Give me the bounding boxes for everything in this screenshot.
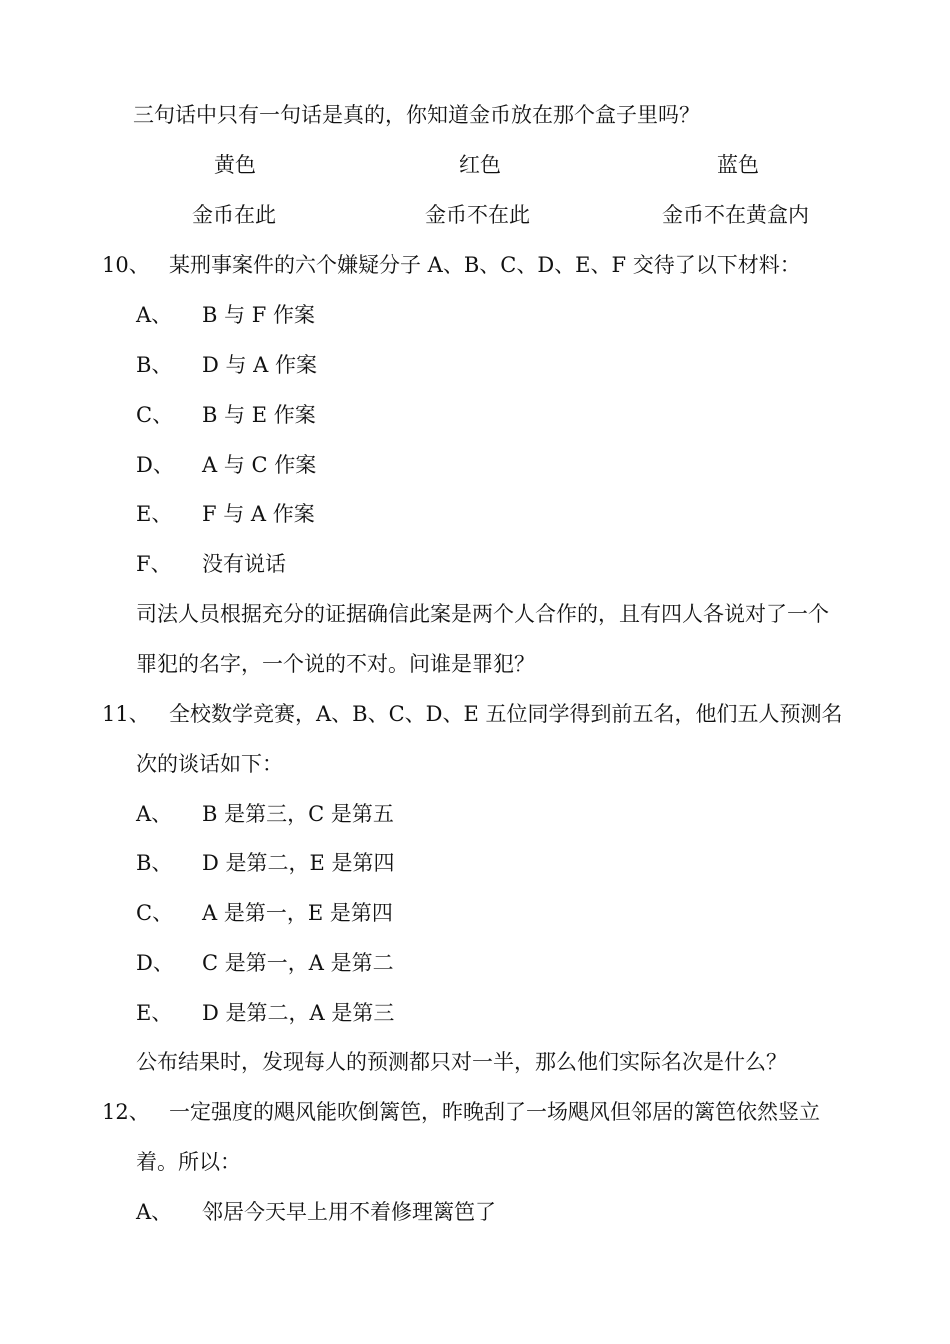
q11-option-text: C 是第一，A 是第二 — [202, 951, 394, 975]
q10-option-letter: D、 — [136, 453, 174, 477]
q11-number: 11、 — [102, 702, 150, 726]
q11-option-letter: E、 — [136, 1001, 173, 1025]
box-color-red: 红色 — [459, 153, 501, 177]
q10-option-text: A 与 C 作案 — [202, 453, 317, 477]
q11-option-text: A 是第一，E 是第四 — [202, 901, 393, 925]
q11-line2: 次的谈话如下： — [136, 752, 283, 776]
q11-option-text: D 是第二，E 是第四 — [202, 851, 395, 875]
q12-option-letter: A、 — [136, 1200, 173, 1224]
q10-conclusion-line2: 罪犯的名字，一个说的不对。问谁是罪犯？ — [136, 652, 535, 676]
q12-number: 12、 — [102, 1100, 150, 1124]
box-statement-red: 金币不在此 — [425, 203, 530, 227]
intro-line: 三句话中只有一句话是真的，你知道金币放在那个盒子里吗？ — [133, 103, 700, 127]
box-statement-yellow: 金币在此 — [192, 203, 276, 227]
box-color-blue: 蓝色 — [717, 153, 759, 177]
q11-option-letter: A、 — [136, 802, 173, 826]
box-statement-blue: 金币不在黄盒内 — [662, 203, 809, 227]
q10-option-letter: A、 — [136, 303, 173, 327]
q10-option-text: B 与 F 作案 — [202, 303, 316, 327]
q11-option-letter: B、 — [136, 851, 173, 875]
q10-conclusion-line1: 司法人员根据充分的证据确信此案是两个人合作的，且有四人各说对了一个 — [136, 602, 829, 626]
box-color-yellow: 黄色 — [214, 153, 256, 177]
q11-option-text: B 是第三，C 是第五 — [202, 802, 394, 826]
q11-option-letter: D、 — [136, 951, 174, 975]
q10-option-text: 没有说话 — [202, 552, 286, 576]
q12-line2: 着。所以： — [136, 1150, 241, 1174]
q11-option-letter: C、 — [136, 901, 174, 925]
q11-conclusion: 公布结果时，发现每人的预测都只对一半，那么他们实际名次是什么？ — [136, 1050, 787, 1074]
q10-line1: 某刑事案件的六个嫌疑分子 A、B、C、D、E、F 交待了以下材料： — [169, 253, 801, 277]
q12-line1: 一定强度的飓风能吹倒篱笆，昨晚刮了一场飓风但邻居的篱笆依然竖立 — [169, 1100, 820, 1124]
q10-option-letter: F、 — [136, 552, 172, 576]
q10-number: 10、 — [102, 253, 150, 277]
q12-option-text: 邻居今天早上用不着修理篱笆了 — [202, 1200, 496, 1224]
q10-option-letter: C、 — [136, 403, 174, 427]
q10-option-letter: E、 — [136, 502, 173, 526]
q10-option-text: B 与 E 作案 — [202, 403, 316, 427]
q10-option-text: F 与 A 作案 — [202, 502, 315, 526]
q11-option-text: D 是第二，A 是第三 — [202, 1001, 395, 1025]
q11-line1: 全校数学竞赛，A、B、C、D、E 五位同学得到前五名，他们五人预测名 — [169, 702, 843, 726]
q10-option-letter: B、 — [136, 353, 173, 377]
q10-option-text: D 与 A 作案 — [202, 353, 318, 377]
